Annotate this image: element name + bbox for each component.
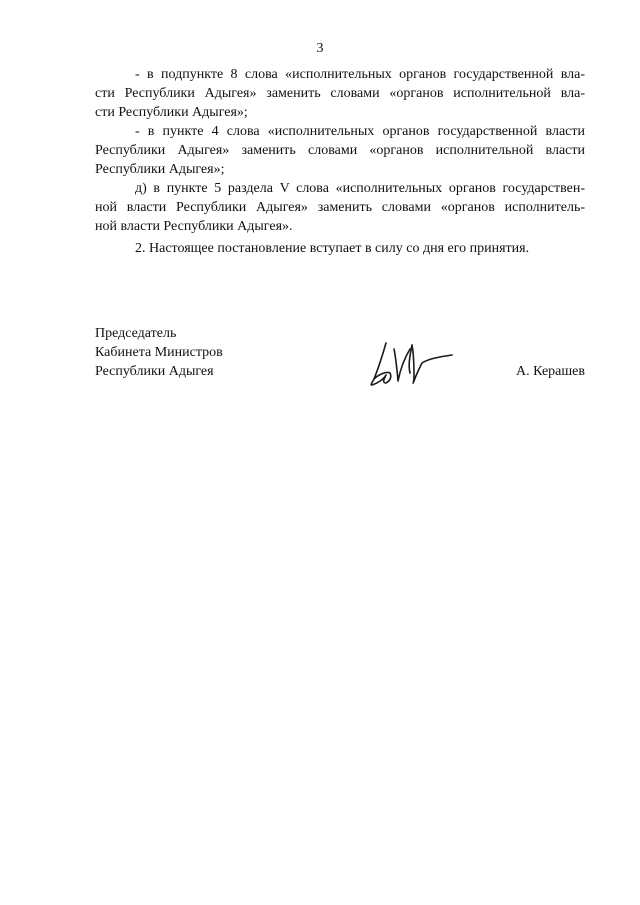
amendment-item <box>95 122 585 179</box>
handwritten-signature <box>364 335 464 395</box>
page-number: 3 <box>316 41 324 56</box>
text-line: сти Республики Адыгея»; <box>95 105 248 120</box>
effective-date-clause: 2. Настоящее постановление вступает в силу со дня его принятия. <box>135 241 530 256</box>
text-line: ной власти Республики Адыгея». <box>95 219 293 234</box>
signatory-name: А. Керашев <box>516 364 585 379</box>
amendment-item <box>95 65 585 122</box>
text-line: д) в пункте 5 раздела V слова «исполнительных органов государствен- <box>135 181 585 196</box>
text-line: - в подпункте 8 слова «исполнительных органов государственной вла- <box>135 67 585 82</box>
signatory-title-line: Председатель <box>95 326 177 341</box>
text-line: Республики Адыгея»; <box>95 162 225 177</box>
amendments-list <box>95 65 585 236</box>
amendment-item <box>95 179 585 236</box>
signatory-title-line: Республики Адыгея <box>95 364 214 379</box>
signatory-title-line: Кабинета Министров <box>95 345 223 360</box>
text-line: - в пункте 4 слова «исполнительных органов государственной власти <box>135 124 585 139</box>
text-line: сти Республики Адыгея» заменить словами «органов исполнительной вла- <box>95 86 585 101</box>
signatory-title <box>95 324 223 381</box>
text-line: Республики Адыгея» заменить словами «органов исполнительной власти <box>95 143 585 158</box>
text-line: ной власти Республики Адыгея» заменить словами «органов исполнитель- <box>95 200 585 215</box>
